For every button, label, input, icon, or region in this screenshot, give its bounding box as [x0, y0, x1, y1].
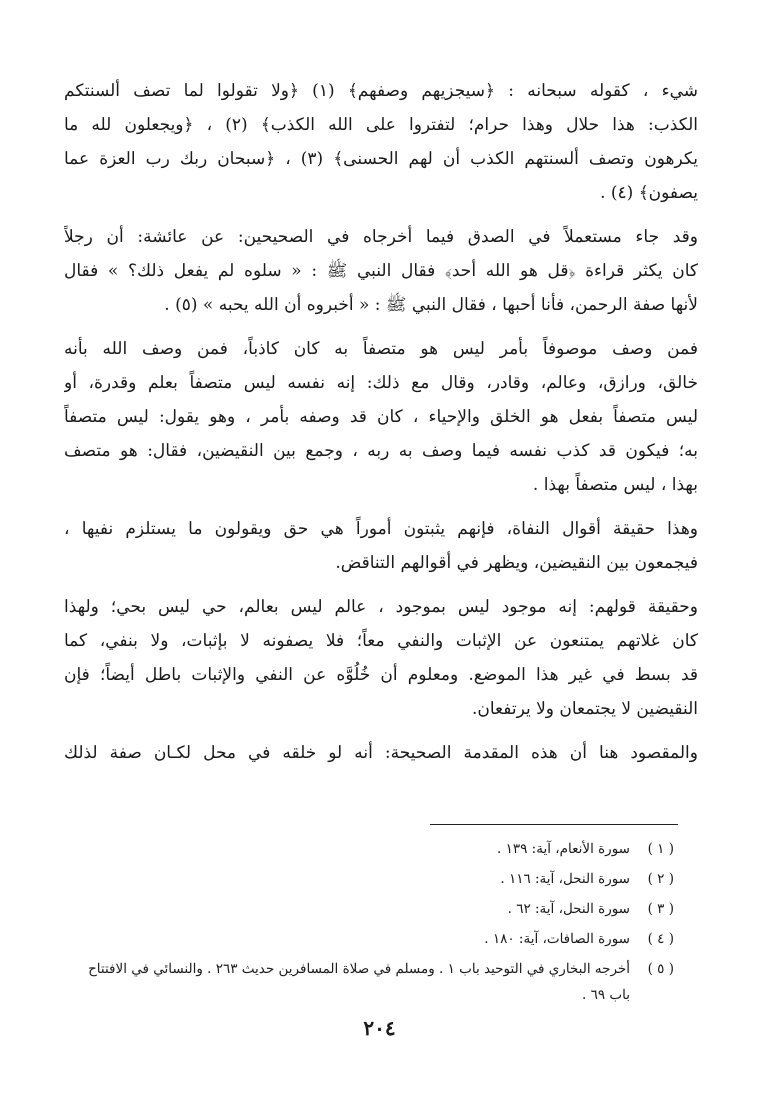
footnote-text: سورة النحل، آية: ٦٢ . [507, 901, 630, 917]
text-line: والمقصود هنا أن هذه المقدمة الصحيحة: أنه لو خلقه في محل لكـان صفة لذلك [64, 743, 698, 763]
footnote-text-continuation: باب ٦٩ . [582, 987, 630, 1003]
text-line: قد بسط في غير هذا الموضع. ومعلوم أن خُلُوَّه عن النفي والإثبات باطل أيضاً؛ فإن [64, 665, 698, 685]
footnote-2 [64, 864, 674, 894]
text-line: وحقيقة قولهم: إنه موجود ليس بموجود ، عالم ليس بعالم، حي ليس بحي؛ ولهذا [64, 597, 698, 617]
text-line: الكذب: هذا حلال وهذا حرام؛ لتفتروا على الله الكذب﴾ (٢) ، ﴿ويجعلون لله ما [64, 115, 698, 135]
footnote-text: سورة الأنعام، آية: ١٣٩ . [497, 841, 630, 857]
footnote-4 [64, 924, 674, 954]
text-line: خالق، ورازق، وعالم، وقادر، وقال مع ذلك: إنه نفسه ليس متصفاً بعلم وقدرة، أو [64, 373, 698, 393]
text-line: كان غلاتهم يمتنعون عن الإثبات والنفي معاً؛ فلا يصفونه لا بإثبات، ولا بنفي، كما [64, 631, 698, 651]
text-line: ليس متصفاً بفعل هو الخلق والإحياء ، كان قد وصفه بأمر ، وهو يقول: ليس متصفاً [64, 407, 698, 427]
text-line: شيء ، كقوله سبحانه : ﴿سيجزيهم وصفهم﴾ (١) ﴿ولا تقولوا لما تصف ألسنتكم [64, 81, 698, 101]
text-line: فيجمعون بين النقيضين، ويظهر في أقوالهم التناقض. [335, 553, 698, 573]
footnote-5 [64, 954, 674, 1006]
text-line: يصفون﴾ (٤) . [600, 183, 698, 203]
text-line: النقيضين لا يجتمعان ولا يرتفعان. [471, 699, 698, 719]
footnote-text [64, 954, 630, 1006]
text-line: بهذا ، ليس متصفاً بهذا . [532, 475, 698, 495]
text-line: كان يكثر قراءة ﴿قل هو الله أحد﴾ فقال النبي ﷺ : « سلوه لم يفعل ذلك؟ » فقال [64, 261, 698, 281]
text-line: لأنها صفة الرحمن، فأنا أحبها ، فقال النبي ﷺ : « أخبروه أن الله يحبه » (٥) . [164, 295, 698, 315]
paragraph-2 [64, 220, 698, 322]
text-line: به؛ فيكون قد كذب نفسه فيما وصف به ربه ، وجمع بين النقيضين، فقال: هو متصف [64, 441, 698, 461]
text-line: وقد جاء مستعملاً في الصدق فيما أخرجاه في الصحيحين: عن عائشة: أن رجلاً [64, 227, 698, 247]
footnote-number: ( ٥ ) [647, 961, 674, 977]
footnote-text: سورة النحل، آية: ١١٦ . [500, 871, 630, 887]
footnote-number: ( ٣ ) [647, 901, 674, 917]
main-text [64, 74, 698, 780]
paragraph-5 [64, 590, 698, 726]
paragraph-4 [64, 512, 698, 580]
footnote-text-line: أخرجه البخاري في التوحيد باب ١ . ومسلم في صلاة المسافرين حديث ٢٦٣ . والنسائي في الافتتاح [88, 961, 630, 977]
text-line: وهذا حقيقة أقوال النفاة، فإنهم يثبتون أموراً هي حق ويقولون ما يستلزم نفيها ، [64, 519, 698, 539]
text-line: فمن وصف موصوفاً بأمر ليس هو متصفاً به كان كاذباً، فمن وصف الله بأنه [64, 339, 698, 359]
footnote-number: ( ٤ ) [647, 931, 674, 947]
paragraph-3 [64, 332, 698, 502]
text-line: يكرهون وتصف ألسنتهم الكذب أن لهم الحسنى﴾ (٣) ، ﴿سبحان ربك رب العزة عما [64, 149, 698, 169]
footnote-number: ( ١ ) [647, 841, 674, 857]
footnotes [64, 834, 674, 1006]
footnote-text: سورة الصافات، آية: ١٨٠ . [484, 931, 630, 947]
footnote-3 [64, 894, 674, 924]
page-number: ٢٠٤ [363, 1016, 396, 1040]
footnote-1 [64, 834, 674, 864]
footnote-number: ( ٢ ) [647, 871, 674, 887]
paragraph-6 [64, 736, 698, 770]
paragraph-1 [64, 74, 698, 210]
footnote-divider [430, 824, 678, 825]
